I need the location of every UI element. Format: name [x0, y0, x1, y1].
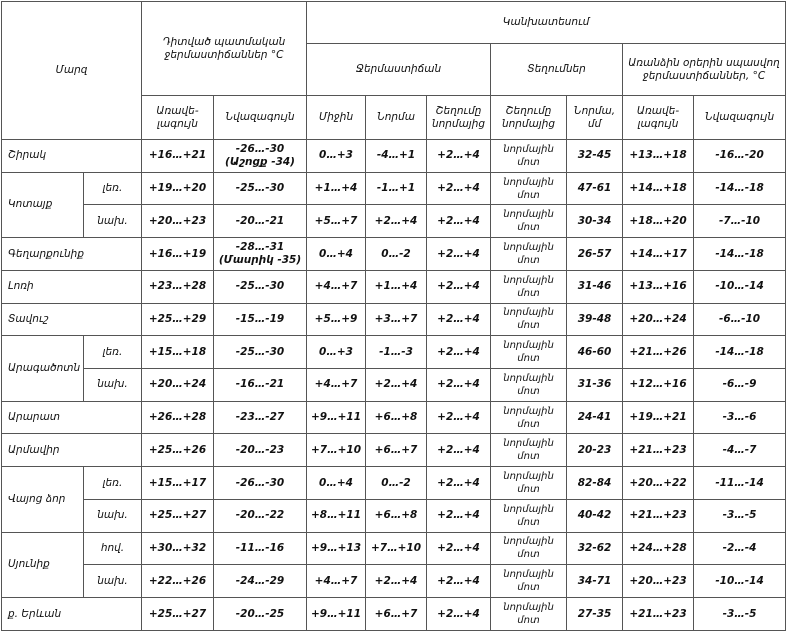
exp-max-cell: +21…+23	[623, 598, 694, 631]
temp-mean-header: Միջին	[307, 96, 366, 140]
precip-norm-cell: 20-23	[567, 434, 623, 467]
table-row	[2, 401, 786, 434]
precip-dev-header: Շեղումը նորմայից	[491, 96, 567, 140]
obs-min-cell: -24…-29	[214, 565, 307, 598]
exp-max-cell: +21…+26	[623, 336, 694, 369]
obs-min-cell: -25…-30	[214, 270, 307, 303]
subregion-cell: նախ.	[84, 205, 142, 238]
region-cell: Վայոց ձոր	[2, 467, 84, 532]
mean-cell: +9…+11	[307, 598, 366, 631]
region-cell: Սյունիք	[2, 532, 84, 597]
mean-cell: +7…+10	[307, 434, 366, 467]
exp-max-cell: +14…+17	[623, 238, 694, 271]
exp-max-cell: +21…+23	[623, 499, 694, 532]
obs-min-cell: -11…-16	[214, 532, 307, 565]
exp-max-cell: +13…+16	[623, 270, 694, 303]
exp-min-cell: -14…-18	[694, 336, 786, 369]
table-row	[2, 532, 786, 565]
precip-norm-cell: 31-46	[567, 270, 623, 303]
expected-max-header: Առավե- լագույն	[623, 96, 694, 140]
region-cell: Արագածոտն	[2, 336, 84, 401]
dev-cell: +2…+4	[427, 238, 491, 271]
norm-cell: 0…-2	[366, 238, 427, 271]
precip-norm-cell: 46-60	[567, 336, 623, 369]
obs-max-cell: +19…+20	[142, 172, 214, 205]
obs-max-cell: +25…+27	[142, 499, 214, 532]
norm-cell: +6…+7	[366, 598, 427, 631]
exp-min-cell: -6…-10	[694, 303, 786, 336]
obs-max-cell: +30…+32	[142, 532, 214, 565]
dev-cell: +2…+4	[427, 499, 491, 532]
subregion-cell: նախ.	[84, 369, 142, 402]
region-cell: Կոտայք	[2, 172, 84, 237]
forecast-table	[1, 1, 786, 631]
table-row	[2, 140, 786, 173]
table-row	[2, 434, 786, 467]
region-cell: Շիրակ	[2, 140, 142, 173]
table-row	[2, 303, 786, 336]
precip-dev-cell: նորմային մոտ	[491, 401, 567, 434]
precip-dev-cell: նորմային մոտ	[491, 532, 567, 565]
dev-cell: +2…+4	[427, 336, 491, 369]
dev-cell: +2…+4	[427, 205, 491, 238]
dev-cell: +2…+4	[427, 140, 491, 173]
norm-cell: -1…-3	[366, 336, 427, 369]
subregion-cell: լեռ.	[84, 172, 142, 205]
precip-dev-cell: նորմային մոտ	[491, 565, 567, 598]
exp-min-cell: -6…-9	[694, 369, 786, 402]
precip-norm-header: Նորմա, մմ	[567, 96, 623, 140]
obs-min-cell: -15…-19	[214, 303, 307, 336]
exp-max-cell: +14…+18	[623, 172, 694, 205]
subregion-cell: հով.	[84, 532, 142, 565]
subregion-cell: լեռ.	[84, 467, 142, 500]
exp-max-cell: +18…+20	[623, 205, 694, 238]
exp-max-cell: +24…+28	[623, 532, 694, 565]
observed-header: Դիտված պատմական ջերմաստիճաններ °C	[142, 2, 307, 96]
exp-min-cell: -16…-20	[694, 140, 786, 173]
expected-header: Առանձին օրերին սպասվող ջերմաստիճաններ, °C	[623, 44, 786, 96]
observed-max-header: Առավե- լագույն	[142, 96, 214, 140]
exp-min-cell: -14…-18	[694, 238, 786, 271]
precip-dev-cell: նորմային մոտ	[491, 303, 567, 336]
norm-cell: +7…+10	[366, 532, 427, 565]
temperature-header: Ջերմաստիճան	[307, 44, 491, 96]
dev-cell: +2…+4	[427, 270, 491, 303]
subregion-cell: նախ.	[84, 499, 142, 532]
precip-dev-cell: նորմային մոտ	[491, 434, 567, 467]
mean-cell: +9…+13	[307, 532, 366, 565]
norm-cell: 0…-2	[366, 467, 427, 500]
dev-cell: +2…+4	[427, 172, 491, 205]
subregion-cell: նախ.	[84, 565, 142, 598]
obs-max-cell: +25…+29	[142, 303, 214, 336]
precip-norm-cell: 24-41	[567, 401, 623, 434]
precip-dev-cell: նորմային մոտ	[491, 238, 567, 271]
mean-cell: 0…+3	[307, 140, 366, 173]
precip-header: Տեղումներ	[491, 44, 623, 96]
precip-norm-cell: 34-71	[567, 565, 623, 598]
mean-cell: +9…+11	[307, 401, 366, 434]
temp-dev-header: Շեղումը նորմայից	[427, 96, 491, 140]
obs-max-cell: +20…+23	[142, 205, 214, 238]
exp-min-cell: -14…-18	[694, 172, 786, 205]
obs-max-cell: +15…+17	[142, 467, 214, 500]
obs-max-cell: +15…+18	[142, 336, 214, 369]
table-row	[2, 598, 786, 631]
norm-cell: +1…+4	[366, 270, 427, 303]
exp-max-cell: +20…+24	[623, 303, 694, 336]
temp-norm-header: Նորմա	[366, 96, 427, 140]
exp-max-cell: +13…+18	[623, 140, 694, 173]
precip-dev-cell: նորմային մոտ	[491, 172, 567, 205]
exp-max-cell: +21…+23	[623, 434, 694, 467]
exp-min-cell: -3…-5	[694, 499, 786, 532]
precip-dev-cell: նորմային մոտ	[491, 205, 567, 238]
region-cell: ք. Երևան	[2, 598, 142, 631]
obs-min-cell: -25…-30	[214, 336, 307, 369]
exp-min-cell: -11…-14	[694, 467, 786, 500]
obs-max-cell: +25…+26	[142, 434, 214, 467]
mean-cell: 0…+4	[307, 238, 366, 271]
precip-norm-cell: 27-35	[567, 598, 623, 631]
obs-min-cell: -20…-22	[214, 499, 307, 532]
mean-cell: +4…+7	[307, 270, 366, 303]
precip-norm-cell: 32-45	[567, 140, 623, 173]
obs-min-cell: -26…-30	[214, 467, 307, 500]
mean-cell: +5…+7	[307, 205, 366, 238]
norm-cell: -1…+1	[366, 172, 427, 205]
obs-max-cell: +20…+24	[142, 369, 214, 402]
obs-min-cell: -20…-21	[214, 205, 307, 238]
region-cell: Լոռի	[2, 270, 142, 303]
table-row	[2, 172, 786, 205]
region-cell: Գեղարքունիք	[2, 238, 142, 271]
norm-cell: +6…+8	[366, 401, 427, 434]
obs-min-cell: -26…-30 (Աշոցք -34)	[214, 140, 307, 173]
obs-min-cell: -28…-31 (Մասրիկ -35)	[214, 238, 307, 271]
mean-cell: +5…+9	[307, 303, 366, 336]
table-row	[2, 467, 786, 500]
dev-cell: +2…+4	[427, 434, 491, 467]
mean-cell: +1…+4	[307, 172, 366, 205]
mean-cell: +8…+11	[307, 499, 366, 532]
dev-cell: +2…+4	[427, 598, 491, 631]
forecast-header: Կանխատեսում	[307, 2, 786, 44]
precip-dev-cell: նորմային մոտ	[491, 270, 567, 303]
obs-min-cell: -25…-30	[214, 172, 307, 205]
exp-max-cell: +12…+16	[623, 369, 694, 402]
precip-dev-cell: նորմային մոտ	[491, 369, 567, 402]
exp-max-cell: +19…+21	[623, 401, 694, 434]
obs-max-cell: +16…+19	[142, 238, 214, 271]
region-header: Մարզ	[2, 2, 142, 140]
expected-min-header: Նվազագույն	[694, 96, 786, 140]
dev-cell: +2…+4	[427, 401, 491, 434]
obs-max-cell: +25…+27	[142, 598, 214, 631]
precip-dev-cell: նորմային մոտ	[491, 140, 567, 173]
dev-cell: +2…+4	[427, 369, 491, 402]
precip-norm-cell: 47-61	[567, 172, 623, 205]
mean-cell: +4…+7	[307, 369, 366, 402]
dev-cell: +2…+4	[427, 467, 491, 500]
precip-dev-cell: նորմային մոտ	[491, 598, 567, 631]
obs-min-cell: -16…-21	[214, 369, 307, 402]
norm-cell: -4…+1	[366, 140, 427, 173]
obs-min-cell: -23…-27	[214, 401, 307, 434]
exp-min-cell: -2…-4	[694, 532, 786, 565]
region-cell: Արարատ	[2, 401, 142, 434]
mean-cell: 0…+3	[307, 336, 366, 369]
subregion-cell: լեռ.	[84, 336, 142, 369]
precip-dev-cell: նորմային մոտ	[491, 336, 567, 369]
precip-dev-cell: նորմային մոտ	[491, 467, 567, 500]
table-row	[2, 238, 786, 271]
precip-dev-cell: նորմային մոտ	[491, 499, 567, 532]
precip-norm-cell: 40-42	[567, 499, 623, 532]
mean-cell: +4…+7	[307, 565, 366, 598]
mean-cell: 0…+4	[307, 467, 366, 500]
region-cell: Տավուշ	[2, 303, 142, 336]
observed-min-header: Նվազագույն	[214, 96, 307, 140]
obs-min-cell: -20…-25	[214, 598, 307, 631]
obs-max-cell: +23…+28	[142, 270, 214, 303]
precip-norm-cell: 32-62	[567, 532, 623, 565]
obs-max-cell: +22…+26	[142, 565, 214, 598]
dev-cell: +2…+4	[427, 565, 491, 598]
norm-cell: +2…+4	[366, 205, 427, 238]
norm-cell: +6…+8	[366, 499, 427, 532]
dev-cell: +2…+4	[427, 532, 491, 565]
precip-norm-cell: 31-36	[567, 369, 623, 402]
exp-min-cell: -3…-5	[694, 598, 786, 631]
exp-min-cell: -4…-7	[694, 434, 786, 467]
norm-cell: +3…+7	[366, 303, 427, 336]
obs-max-cell: +26…+28	[142, 401, 214, 434]
norm-cell: +2…+4	[366, 369, 427, 402]
norm-cell: +6…+7	[366, 434, 427, 467]
exp-max-cell: +20…+22	[623, 467, 694, 500]
table-row	[2, 369, 786, 402]
table-row	[2, 205, 786, 238]
precip-norm-cell: 82-84	[567, 467, 623, 500]
table-row	[2, 499, 786, 532]
table-row	[2, 336, 786, 369]
table-row	[2, 565, 786, 598]
exp-max-cell: +20…+23	[623, 565, 694, 598]
norm-cell: +2…+4	[366, 565, 427, 598]
table-row	[2, 270, 786, 303]
region-cell: Արմավիր	[2, 434, 142, 467]
obs-min-cell: -20…-23	[214, 434, 307, 467]
obs-max-cell: +16…+21	[142, 140, 214, 173]
exp-min-cell: -10…-14	[694, 565, 786, 598]
precip-norm-cell: 39-48	[567, 303, 623, 336]
dev-cell: +2…+4	[427, 303, 491, 336]
precip-norm-cell: 26-57	[567, 238, 623, 271]
exp-min-cell: -3…-6	[694, 401, 786, 434]
precip-norm-cell: 30-34	[567, 205, 623, 238]
exp-min-cell: -7…-10	[694, 205, 786, 238]
exp-min-cell: -10…-14	[694, 270, 786, 303]
